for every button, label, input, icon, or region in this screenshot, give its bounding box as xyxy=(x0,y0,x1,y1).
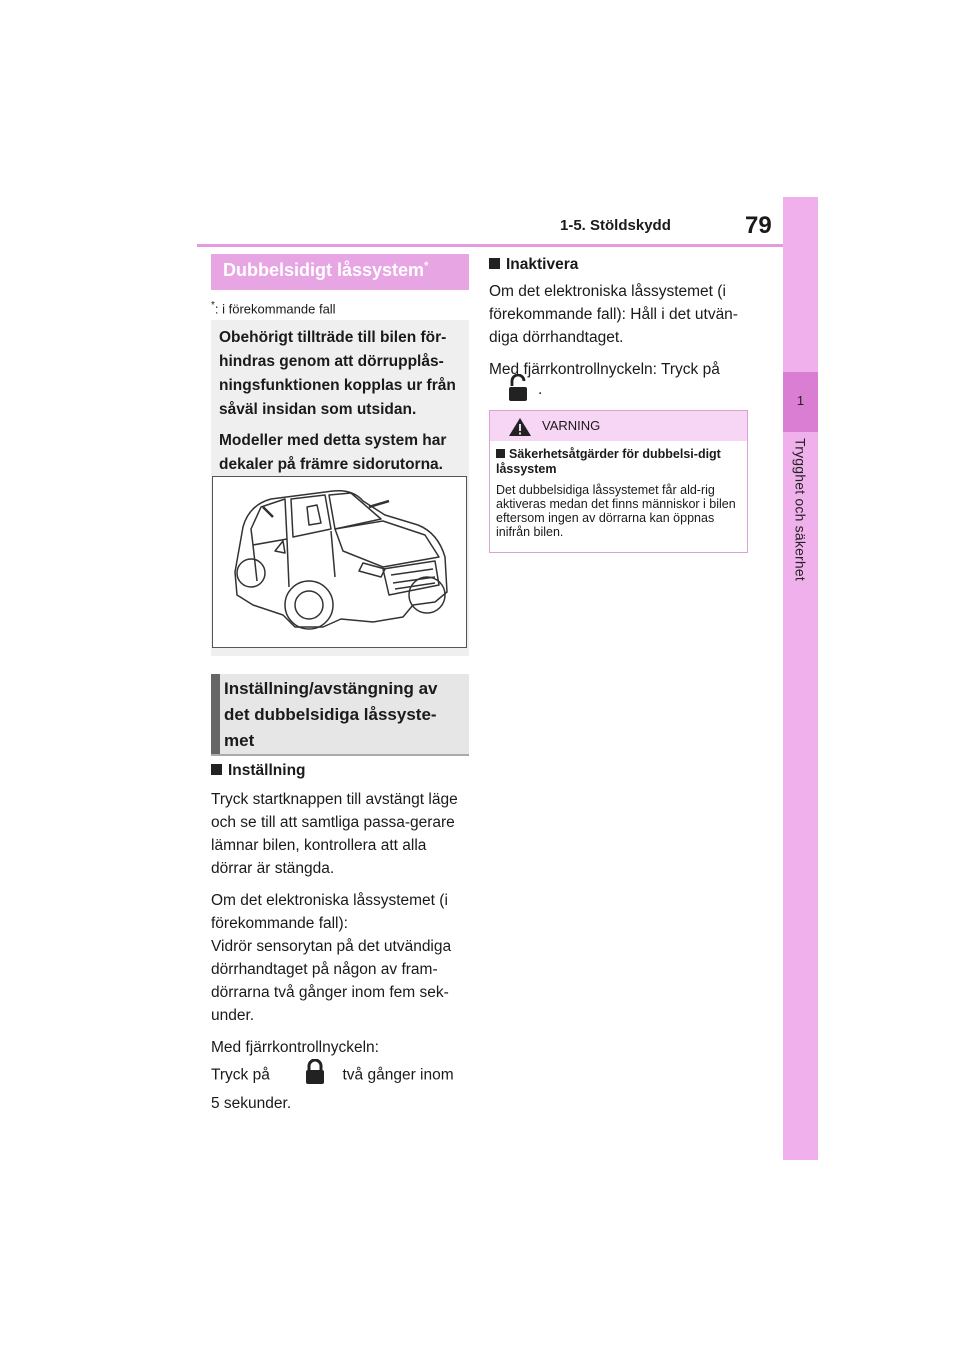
deactivate-period: . xyxy=(538,381,543,398)
main-title xyxy=(223,260,428,281)
deactivate-paragraph-1: Om det elektroniska låssystemet (i förekommande fall): Håll i det utvän-diga dörrhandtaget. xyxy=(489,283,738,346)
chapter-title xyxy=(783,438,818,598)
setting-p2-line1: Om det elektroniska låssystemet (i förekommande fall): xyxy=(211,892,448,932)
chapter-number: 1 xyxy=(796,393,805,408)
footnote xyxy=(211,300,336,316)
footnote-text: : i förekommande fall xyxy=(214,301,336,317)
car-illustration xyxy=(212,476,467,648)
bullet-square-icon xyxy=(489,258,500,269)
chapter-tab-strip xyxy=(783,197,818,1160)
warning-label: VARNING xyxy=(542,418,601,433)
main-title-marker: * xyxy=(424,260,429,272)
car-drawing xyxy=(213,477,466,647)
chapter-title-text: Trygghet och säkerhet xyxy=(792,438,809,581)
warning-icon xyxy=(508,417,532,437)
lock-icon xyxy=(304,1059,326,1092)
setting-body xyxy=(211,788,469,1124)
section-heading-accent xyxy=(211,674,220,754)
intro-box xyxy=(211,320,469,656)
warning-text: Det dubbelsidiga låssystemet får ald-rig aktiveras medan det finns människor i bilen eftersom ingen av dörrarna kan öppnas inifrån bilen. xyxy=(496,483,736,539)
setting-p3-post: två gånger inom xyxy=(342,1066,454,1084)
warning-box xyxy=(489,410,748,553)
setting-heading-text: Inställning xyxy=(228,762,306,779)
setting-p3-line1: Med fjärrkontrollnyckeln: xyxy=(211,1039,379,1056)
section-title: 1-5. Stöldskydd xyxy=(560,217,671,234)
intro-paragraph: Modeller med detta system har dekaler på främre sidorutorna. xyxy=(219,432,447,473)
page-number: 79 xyxy=(745,212,772,239)
setting-p3-line3: 5 sekunder. xyxy=(211,1095,292,1112)
setting-heading xyxy=(211,762,306,780)
footnote-marker: * xyxy=(211,300,215,311)
deactivate-paragraph-2: Med fjärrkontrollnyckeln: Tryck på xyxy=(489,361,720,378)
setting-paragraph-3 xyxy=(211,1036,469,1115)
warning-subheading xyxy=(496,447,741,477)
setting-p2-line2: Vidrör sensorytan på det utvändiga dörrhandtaget på någon av fram-dörrarna två gånger inom fem sek-under. xyxy=(211,938,452,1024)
deactivate-heading-text: Inaktivera xyxy=(506,256,579,273)
intro-paragraph: Obehörigt tillträde till bilen för-hindras genom att dörrupplås-ningsfunktionen kopplas ur från såväl insidan som utsidan. xyxy=(219,329,456,418)
section-heading: Inställning/avstängning av det dubbelsidiga låssyste-met xyxy=(224,679,438,750)
intro-text xyxy=(219,326,464,484)
bullet-square-icon xyxy=(211,764,222,775)
warning-header xyxy=(490,411,747,441)
bullet-square-icon xyxy=(496,449,505,458)
deactivate-heading xyxy=(489,256,578,274)
deactivate-body xyxy=(489,280,751,390)
unlock-icon xyxy=(508,374,528,407)
main-title-bar xyxy=(211,254,469,290)
setting-paragraph-1: Tryck startknappen till avstängt läge och se till att samtliga passa-gerare lämnar bilen, kontrollera att alla dörrar är stängda. xyxy=(211,791,458,877)
section-heading-bar xyxy=(211,674,469,756)
main-title-text: Dubbelsidigt låssystem xyxy=(223,260,425,280)
warning-subheading-text: Säkerhetsåtgärder för dubbelsi-digt låssystem xyxy=(496,447,721,476)
setting-paragraph-2 xyxy=(211,889,469,1027)
header-rule xyxy=(197,244,783,247)
setting-p3-pre: Tryck på xyxy=(211,1066,270,1084)
